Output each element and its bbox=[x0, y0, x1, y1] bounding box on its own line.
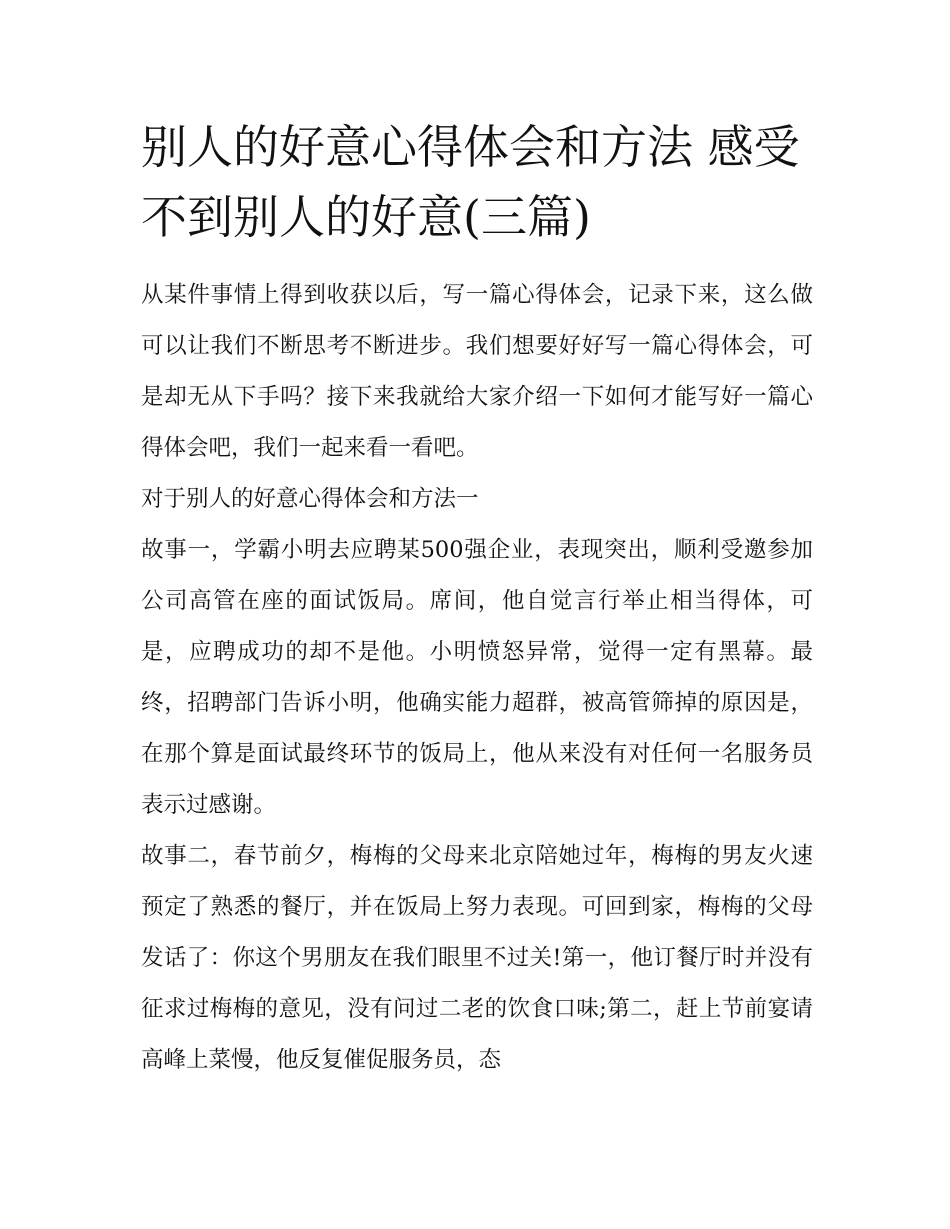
story-one-paragraph: 故事一，学霸小明去应聘某500强企业，表现突出，顺利受邀参加公司高管在座的面试饭局。席间，他自觉言行举止相当得体，可是，应聘成功的却不是他。小明愤怒异常，觉得一定有黑幕。最终，招聘部门告诉小明，他确实能力超群，被高管筛掉的原因是，在那个算是面试最终环节的饭局上，他从来没有对任何一名服务员表示过感谢。 bbox=[141, 537, 813, 818]
document-title: 别人的好意心得体会和方法 感受不到别人的好意(三篇) bbox=[141, 120, 800, 244]
intro-paragraph: 从某件事情上得到收获以后，写一篇心得体会，记录下来，这么做可以让我们不断思考不断进步。我们想要好好写一篇心得体会，可是却无从下手吗？接下来我就给大家介绍一下如何才能写好一篇心得体会吧，我们一起来看一看吧。 bbox=[141, 282, 813, 461]
section-heading: 对于别人的好意心得体会和方法一 bbox=[141, 486, 479, 512]
document-body bbox=[141, 270, 813, 1086]
document-content bbox=[141, 112, 813, 1086]
story-two-paragraph: 故事二，春节前夕，梅梅的父母来北京陪她过年，梅梅的男友火速预定了熟悉的餐厅，并在饭局上努力表现。可回到家，梅梅的父母发话了：你这个男朋友在我们眼里不过关!第一，他订餐厅时并没有征求过梅梅的意见，没有问过二老的饮食口味;第二，赶上节前宴请高峰上菜慢，他反复催促服务员，态 bbox=[141, 843, 813, 1073]
